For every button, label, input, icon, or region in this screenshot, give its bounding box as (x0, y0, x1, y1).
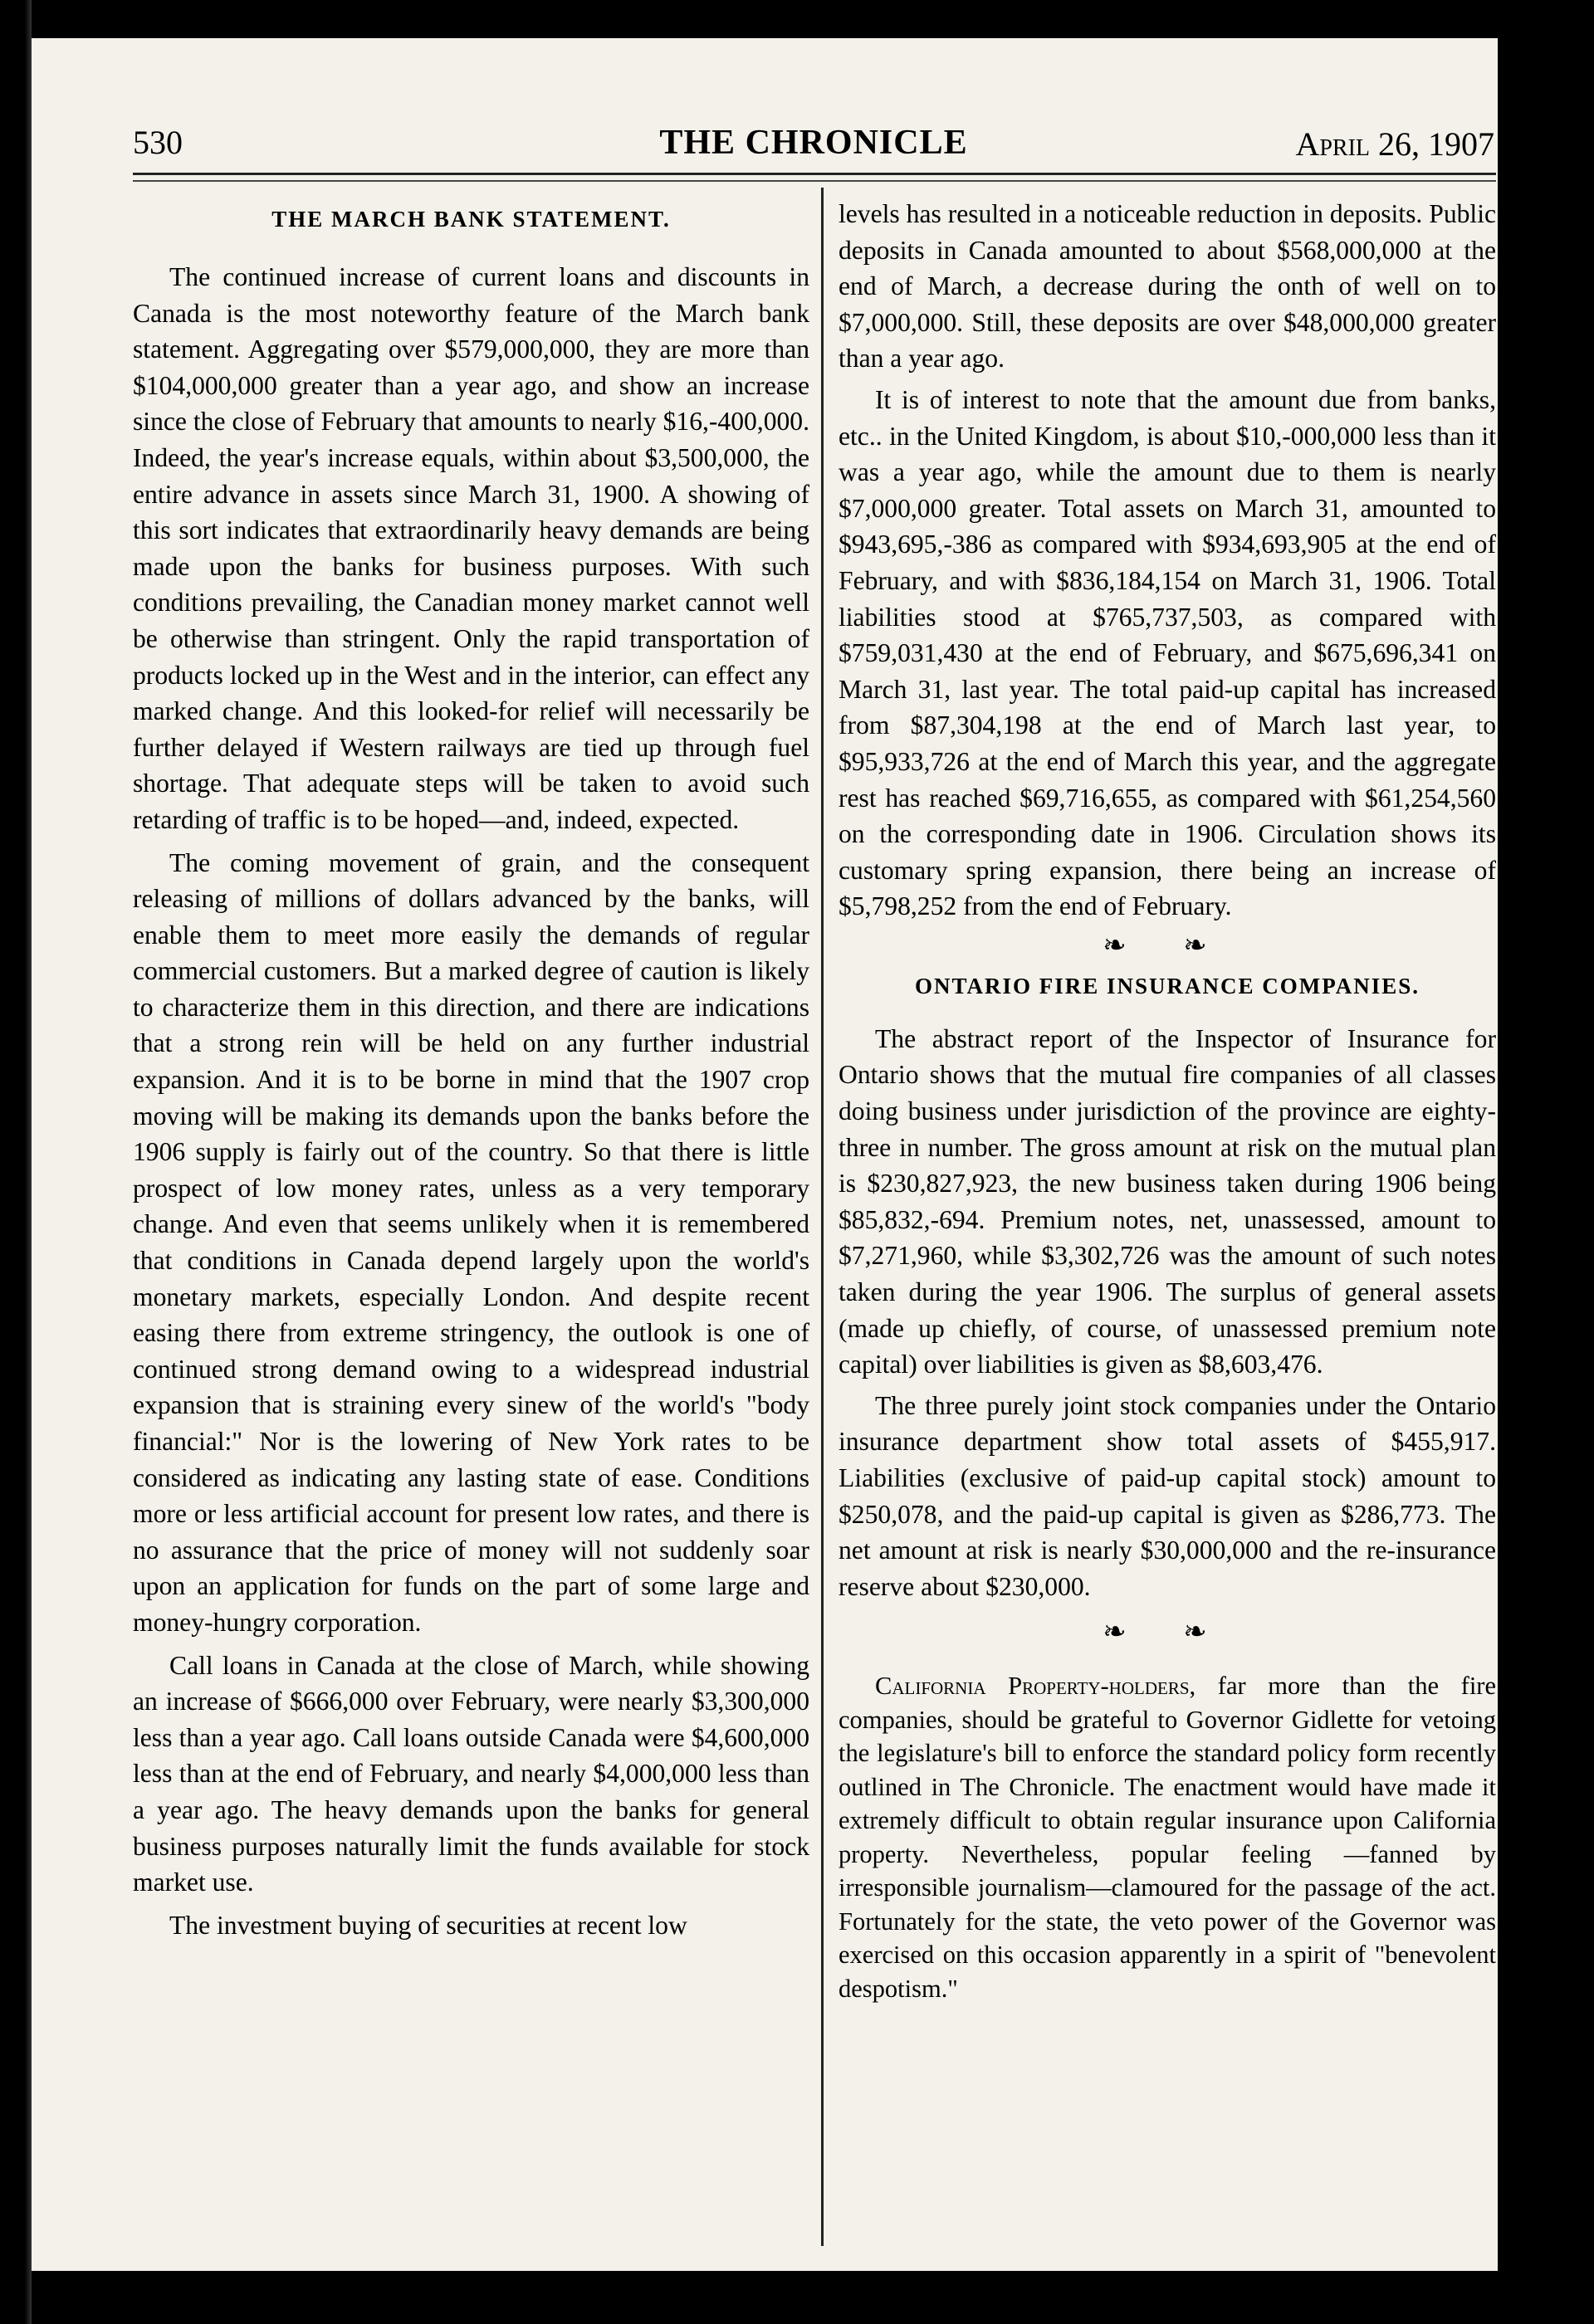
paragraph-body: far more than the fire companies, should be grateful to Governor Gidlette for vetoing the legislature's bill to enforce the standard policy form recently outlined in The Chronicle. The enactment would have made it extremely difficult to obtain regular insurance upon California property. Nevertheless, popular feeling —fanned by irresponsible journalism—clamoured for the passage of the act. Fortunately for the state, the veto power of the Governor was exercised on this occasion apparently in a spirit of "benevolent despotism." (839, 1672, 1496, 2003)
article-headline-bank-statement: THE MARCH BANK STATEMENT. (271, 207, 671, 232)
column-divider (821, 188, 824, 2246)
page-number: 530 (133, 124, 183, 161)
paragraph: levels has resulted in a noticeable reduction in deposits. Public deposits in Canada amounted to about $568,000,000 at the end of March, a decrease during the onth of well on to $7,000,000. Still, these deposits are over $48,000,000 greater than a year ago. (839, 199, 1496, 374)
article-headline-ontario-fire: ONTARIO FIRE INSURANCE COMPANIES. (914, 973, 1420, 998)
paragraph: It is of interest to note that the amount due from banks, etc.. in the United Kingdom, is about $10,-000,000 less than it was a year ago, while the amount due to them is nearly $7,000,000 greater. Total assets on March 31, amounted to $943,695,-386 as compared with $934,693,905 at the end of February, and with $836,184,154 on March 31, 1906. Total liabilities stood at $765,737,503, as compared with $759,031,430 at the end of February, and $675,696,341 on March 31, last year. The total paid-up capital has increased from $87,304,198 at the end of March last year, to $95,933,726 at the end of March this year, and the aggregate rest has reached $69,716,655, as compared with $61,254,560 on the corresponding date in 1906. Circulation shows its customary spring expansion, there being an increase of $5,798,252 from the end of February. (839, 384, 1496, 921)
paragraph: The abstract report of the Inspector of Insurance for Ontario shows that the mutual fire companies of all classes doing business under jurisdiction of the province are eighty-three in number. The gross amount at risk on the mutual plan is $230,827,923, the new business taken during 1906 being $85,832,-694. Premium notes, net, unassessed, amount to $7,271,960, while $3,302,726 was the amount of such notes taken during the year 1906. The surplus of general assets (made up chiefly, of course, of unassessed premium note capital) over liabilities is given as $8,603,476. (839, 1023, 1496, 1379)
paragraph: The investment buying of securities at recent low (169, 1910, 687, 1940)
page-left-edge (0, 0, 32, 2324)
publication-title: THE CHRONICLE (659, 124, 968, 162)
paragraph: The coming movement of grain, and the consequent releasing of millions of dollars advanced by the banks, will enable them to meet more easily the demands of regular commercial customers. But a marked degree of caution is likely to characterize them in this direction, and there are indications that a strong rein will be held on any further industrial expansion. And it is to be borne in mind that the 1907 crop moving will be making its demands upon the banks before the 1906 supply is fairly out of the country. So that there is little prospect of low money rates, unless as a very temporary change. And even that seems unlikely when it is remembered that conditions in Canada depend largely upon the world's monetary markets, especially London. And despite recent easing there from extreme stringency, the outlook is one of continued strong demand owing to a widespread industrial expansion that is straining every sinew of the world's "body financial:" Nor is the lowering of New York rates to be considered as indicating any lasting state of ease. Conditions more or less artificial account for present low rates, and there is no assurance that the price of money will not suddenly soar upon an application for funds on the part of some large and money-hungry corporation. (133, 847, 809, 1637)
paragraph: The continued increase of current loans and discounts in Canada is the most noteworthy feature of the March bank statement. Aggregating over $579,000,000, they are more than $104,000,000 greater than a year ago, and show an increase since the close of February that amounts to nearly $16,-400,000. Indeed, the year's increase equals, within about $3,500,000, the entire advance in assets since March 31, 1900. A showing of this sort indicates that extraordinarily heavy demands are being made upon the banks for business purposes. With such conditions prevailing, the Canadian money market cannot well be otherwise than stringent. Only the rapid transportation of products locked up in the West and in the interior, can effect any marked change. And this looked-for relief will necessarily be further delayed if Western railways are tied up through fuel shortage. That adequate steps will be taken to avoid such retarding of traffic is to be hoped—and, indeed, expected. (133, 262, 809, 834)
paragraph (839, 1669, 1496, 2005)
page-header (133, 123, 1494, 169)
paragraph-lead: California Property-holders, (875, 1672, 1196, 1701)
issue-date: April 26, 1907 (1295, 125, 1494, 163)
header-rule (133, 173, 1496, 175)
left-column (133, 196, 809, 1943)
paragraph: The three purely joint stock companies under the Ontario insurance department show total assets of $455,917. Liabilities (exclusive of paid-up capital stock) amount to $250,078, and the paid-up capital is given as $286,773. The net amount at risk is nearly $30,000,000 and the re-insurance reserve about $230,000. (839, 1390, 1496, 1601)
section-ornament: ❧ ❧ (1103, 930, 1232, 961)
section-ornament: ❧ ❧ (1103, 1617, 1232, 1648)
paragraph: Call loans in Canada at the close of March, while showing an increase of $666,000 over February, were nearly $3,300,000 less than a year ago. Call loans outside Canada were $4,600,000 less than at the end of February, and nearly $4,000,000 less than a year ago. The heavy demands upon the banks for general business purposes naturally limit the funds available for stock market use. (133, 1650, 809, 1897)
header-rule-thin (133, 180, 1496, 182)
right-column (839, 196, 1496, 2005)
